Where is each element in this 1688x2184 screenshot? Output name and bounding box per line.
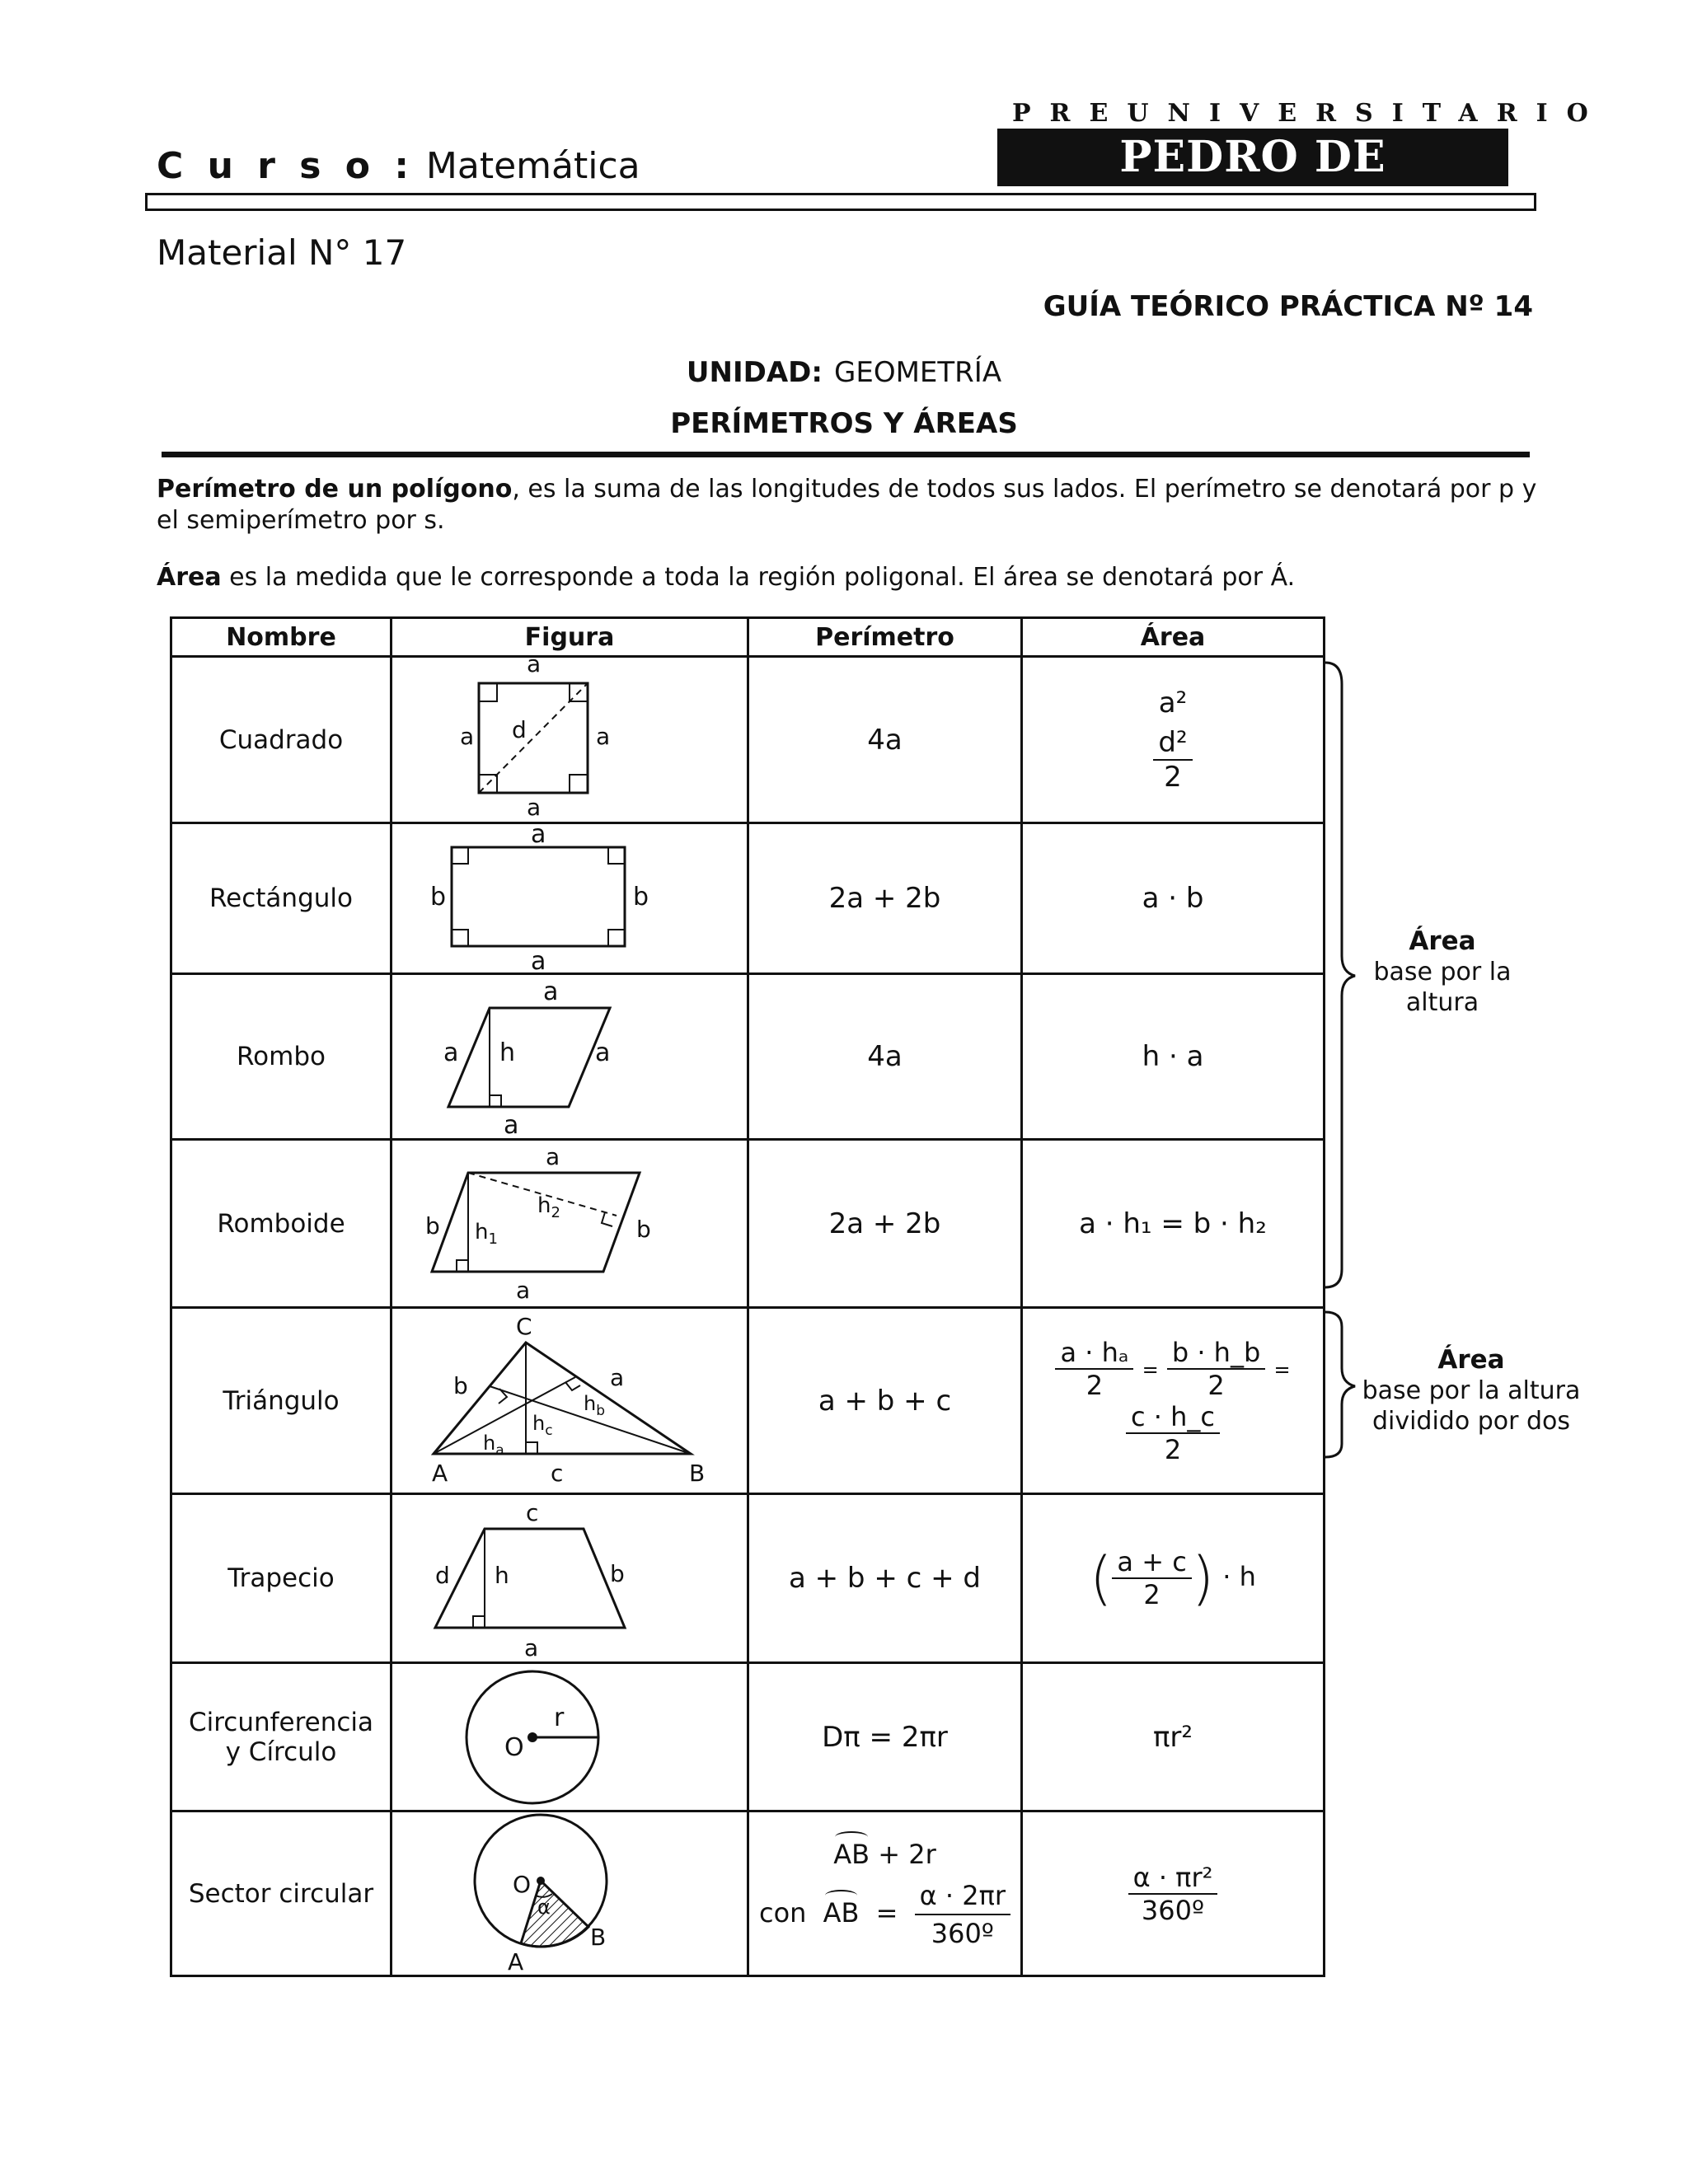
brand-subtitle: PREUNIVERSITARIO: [1012, 99, 1607, 128]
square-figure: [392, 657, 748, 823]
label-B: B: [590, 1923, 607, 1951]
trap-tail: · h: [1222, 1561, 1256, 1592]
equals: =: [1142, 1357, 1159, 1381]
side-note-1: [1352, 926, 1533, 1018]
label-a-bottom: a: [516, 1276, 531, 1304]
label-a-top: a: [543, 977, 559, 1006]
row-name: Rombo: [171, 974, 392, 1140]
tri-num-b: b · h_b: [1167, 1337, 1265, 1370]
table-row: [171, 1663, 1325, 1811]
arc-AB: AB: [833, 1836, 870, 1872]
row-name: Triángulo: [171, 1308, 392, 1494]
label-O: O: [513, 1870, 532, 1898]
sector-num: α · 2πr: [915, 1877, 1010, 1915]
label-ha: $h_a$: [483, 1431, 504, 1459]
row-perimeter: a + b + c + d: [748, 1494, 1022, 1663]
rhomboid-figure: [392, 1140, 748, 1308]
side-note-1-text: base por la altura: [1373, 958, 1512, 1017]
unit-title: UNIDAD: GEOMETRÍA: [686, 356, 1002, 389]
sector-figure: [392, 1811, 748, 1976]
label-hb: $h_b$: [584, 1391, 606, 1419]
circle-area: πr²: [1022, 1663, 1325, 1811]
tri-den-c: 2: [1164, 1433, 1182, 1465]
label-b-right: b: [633, 883, 649, 912]
tri-den-b: 2: [1207, 1369, 1225, 1401]
label-h1: $h_1$: [475, 1219, 498, 1248]
sector-area-num: α · πr²: [1128, 1862, 1218, 1895]
row-name: Sector circular: [171, 1811, 392, 1976]
header-bar: [145, 193, 1536, 211]
rhombus-figure: [392, 974, 748, 1140]
label-alpha: α: [537, 1895, 551, 1919]
area-definition: Área es la medida que le corresponde a toda la región poligonal. El área se denotará por Á.: [157, 563, 1296, 592]
label-c: c: [526, 1499, 539, 1526]
rectangle-figure: [392, 823, 748, 974]
table-row: [171, 1140, 1325, 1308]
course-title: C u r s o : Matemática: [157, 145, 640, 187]
label-b: b: [610, 1560, 625, 1587]
label-C: C: [516, 1312, 532, 1340]
label-a-right: a: [596, 722, 611, 750]
row-perimeter: 4a: [748, 657, 1022, 823]
triangle-area: [1022, 1308, 1325, 1494]
row-name: Cuadrado: [171, 657, 392, 823]
header-perimetro: Perímetro: [748, 618, 1022, 657]
label-a-bottom: a: [527, 793, 542, 821]
label-a-right: a: [595, 1038, 611, 1067]
label-r: r: [554, 1703, 565, 1732]
header-area: Área: [1022, 618, 1325, 657]
label-a-bottom: a: [531, 947, 546, 972]
sector-con: con: [758, 1896, 807, 1929]
sector-eq: =: [875, 1896, 898, 1929]
table-row: [171, 657, 1325, 823]
guide-title: GUÍA TEÓRICO PRÁCTICA Nº 14: [1043, 290, 1533, 323]
square-area: [1022, 657, 1325, 823]
brand-logo: PEDRO DE VALDIVIA: [997, 129, 1508, 186]
rhomboid-area: a · h₁ = b · h₂: [1022, 1140, 1325, 1308]
equals: =: [1273, 1357, 1291, 1381]
label-h: h: [495, 1562, 509, 1589]
label-a-left: a: [460, 722, 475, 750]
side-note-2-text: base por la altura dividido por dos: [1362, 1376, 1581, 1436]
sector-area: [1022, 1811, 1325, 1976]
arc-AB-2: AB: [823, 1895, 860, 1931]
row-name: Trapecio: [171, 1494, 392, 1663]
table-header-row: [171, 618, 1325, 657]
sector-den: 360º: [931, 1917, 994, 1949]
sector-area-den: 360º: [1141, 1894, 1205, 1926]
label-hc: $h_c$: [532, 1411, 553, 1439]
page-title: PERÍMETROS Y ÁREAS: [670, 407, 1018, 440]
row-perimeter: 2a + 2b: [748, 1140, 1022, 1308]
header-figura: Figura: [392, 618, 748, 657]
row-perimeter: a + b + c: [748, 1308, 1022, 1494]
row-name: Rectángulo: [171, 823, 392, 974]
trapezoid-area: ( $\frac{a + c}{2}$ ) · h: [1022, 1494, 1325, 1663]
row-area: h · a: [1022, 974, 1325, 1140]
tri-num-a: a · hₐ: [1055, 1337, 1133, 1370]
square-area-num: d²: [1153, 726, 1192, 761]
row-name: Circunferencia y Círculo: [171, 1663, 392, 1811]
table-row: [171, 823, 1325, 974]
table-row: [171, 1308, 1325, 1494]
row-area: a · b: [1022, 823, 1325, 974]
material-number: Material N° 17: [157, 232, 407, 273]
label-a-bottom: a: [504, 1111, 519, 1138]
side-note-2-title: Área: [1437, 1345, 1505, 1375]
label-a: a: [610, 1363, 625, 1391]
trap-num: a + c: [1112, 1546, 1191, 1579]
perimeter-definition: Perímetro de un polígono, es la suma de las longitudes de todos sus lados. El perímetro se denotará por p y el semiperímetro por s.: [157, 475, 1537, 535]
label-a-left: a: [443, 1038, 459, 1067]
label-b-left: b: [425, 1212, 440, 1240]
label-B: B: [689, 1459, 706, 1487]
label-c: c: [551, 1459, 564, 1487]
label-d: d: [435, 1562, 450, 1589]
label-a: a: [524, 1634, 539, 1661]
tri-num-c: c · h_c: [1126, 1401, 1220, 1434]
label-h: h: [499, 1038, 516, 1067]
row-perimeter: 4a: [748, 974, 1022, 1140]
tri-den-a: 2: [1085, 1369, 1104, 1401]
triangle-figure: [392, 1308, 748, 1494]
table-row: [171, 974, 1325, 1140]
label-a-top: a: [527, 658, 542, 677]
sector-perim-tail: + 2r: [878, 1838, 936, 1870]
square-area-1: a²: [1158, 686, 1188, 719]
trap-den: 2: [1143, 1579, 1160, 1610]
label-O: O: [504, 1732, 524, 1762]
label-A: A: [508, 1947, 524, 1975]
divider: [162, 452, 1530, 457]
label-a-top: a: [531, 824, 546, 849]
table-row: [171, 1811, 1325, 1976]
row-name: Romboide: [171, 1140, 392, 1308]
header-nombre: Nombre: [171, 618, 392, 657]
row-perimeter: Dπ = 2πr: [748, 1663, 1022, 1811]
label-b: b: [453, 1371, 468, 1399]
label-a-top: a: [546, 1142, 560, 1170]
label-b-left: b: [430, 883, 447, 912]
side-note-2: [1360, 1345, 1582, 1436]
label-d: d: [512, 715, 527, 743]
table-row: [171, 1494, 1325, 1663]
label-b-right: b: [636, 1215, 651, 1243]
label-h2: $h_2$: [537, 1193, 560, 1221]
side-note-1-title: Área: [1409, 926, 1476, 956]
row-perimeter: 2a + 2b: [748, 823, 1022, 974]
square-area-den: 2: [1164, 760, 1182, 794]
label-A: A: [432, 1459, 448, 1487]
sector-perimeter: [748, 1811, 1022, 1976]
trapezoid-figure: [392, 1494, 748, 1663]
circle-figure: [392, 1663, 748, 1811]
formula-table: [170, 616, 1325, 1977]
